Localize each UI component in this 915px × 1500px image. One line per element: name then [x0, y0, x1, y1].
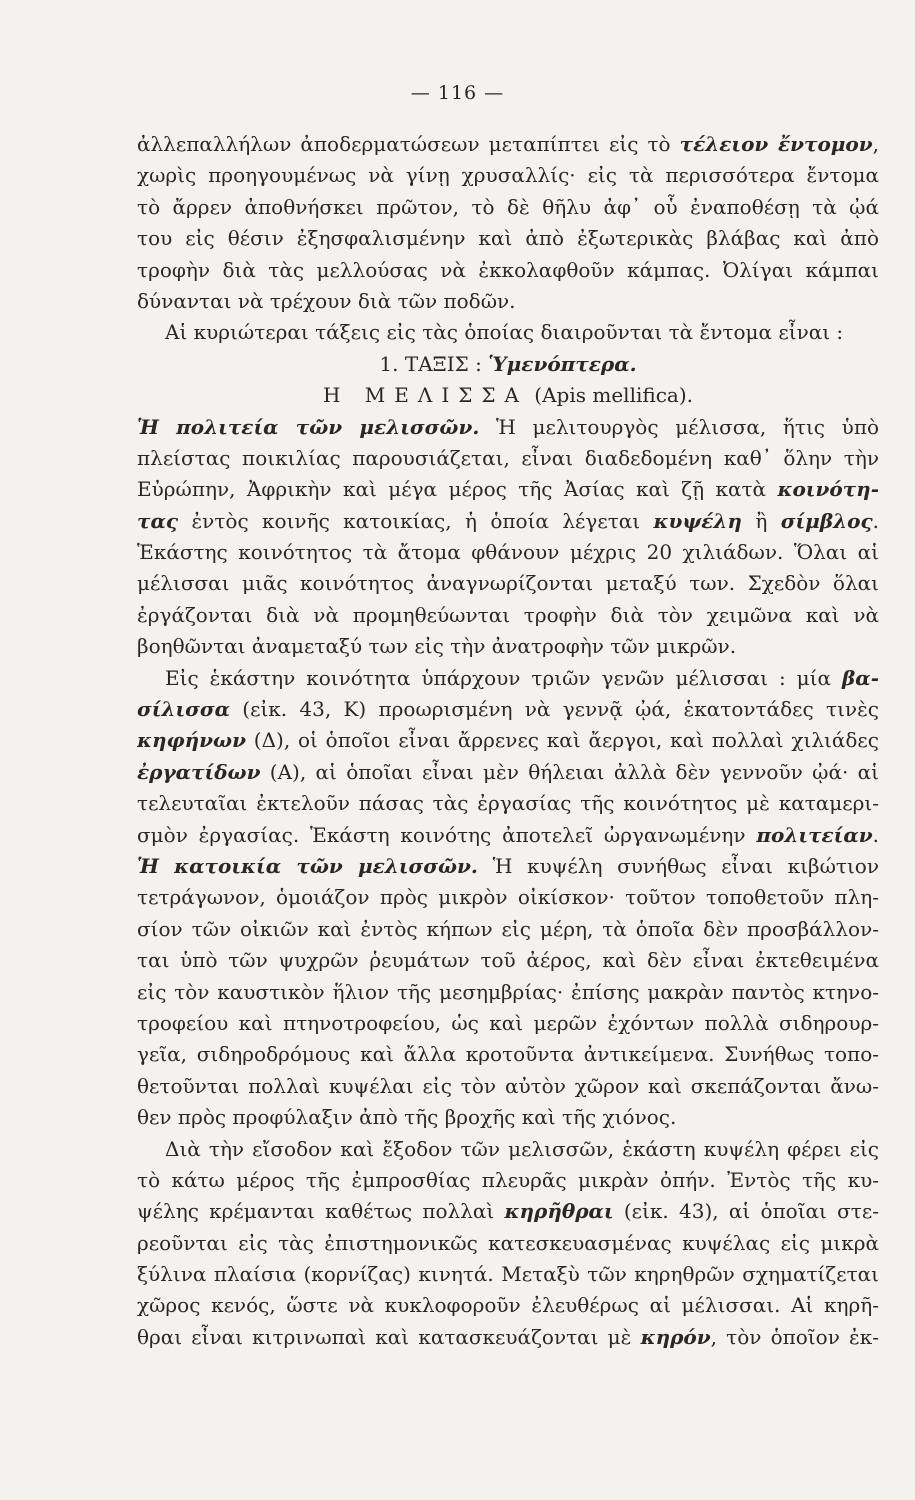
text-line: [137, 1165, 879, 1196]
text-run: ται ὑπὸ τῶν ψυχρῶν ῥευμάτων τοῦ ἀέρος, καὶ δὲν εἶναι ἐκτεθειμένα: [137, 948, 879, 973]
text-run: ξύλινα πλαίσια (κορνίζας) κινητά. Μεταξὺ τῶν κηρηθρῶν σχηματίζεται: [137, 1262, 879, 1287]
emphasis-term: κοινότη-: [777, 477, 879, 502]
text-line: [137, 412, 879, 443]
text-line: [137, 568, 879, 599]
text-line: [137, 631, 879, 662]
text-line: [137, 380, 879, 411]
emphasis-term: ἐργατίδων: [137, 759, 261, 784]
text-line: [137, 223, 879, 254]
text-line: [137, 820, 879, 851]
text-run: τετράγωνον, ὁμοιάζον πρὸς μικρὸν οἰκίσκον· τοῦτον τοποθετοῦν πλη-: [137, 885, 879, 910]
emphasis-term: κηφήνων: [137, 728, 246, 753]
text-line: [137, 1259, 879, 1290]
text-line: [137, 1322, 879, 1353]
text-run: ἐντὸς κοινῆς κατοικίας, ἡ ὁποία λέγεται: [178, 508, 654, 533]
text-run: Ἡ μελιτουργὸς μέλισσα, ἥτις ὑπὸ: [479, 414, 879, 439]
text-run: εἰς τὸν καυστικὸν ἥλιον τῆς μεσημβρίας· ἐπίσης μακρὰν παντὸς κτηνο-: [137, 979, 879, 1004]
text-run: δύνανται νὰ τρέχουν διὰ τῶν ποδῶν.: [137, 288, 516, 313]
text-line: [137, 1196, 879, 1227]
text-run: τροφὴν διὰ τὰς μελλούσας νὰ ἐκκολαφθοῦν κάμπας. Ὀλίγαι κάμπαι: [137, 257, 879, 282]
text-run: .: [872, 822, 879, 847]
text-run: Ἑκάστης κοινότητος τὰ ἄτομα φθάνουν μέχρις 20 χιλιάδων. Ὅλαι αἱ: [137, 540, 879, 565]
text-run: θετοῦνται πολλαὶ κυψέλαι εἰς τὸν αὐτὸν χῶρον καὶ σκεπάζονται ἄνω-: [137, 1073, 879, 1098]
text-line: [137, 129, 879, 160]
text-run: Αἱ κυριώτεραι τάξεις εἰς τὰς ὁποίας διαιροῦνται τὰ ἔντομα εἶναι :: [165, 320, 844, 345]
text-run: τὸ ἄρρεν ἀποθνήσκει πρῶτον, τὸ δὲ θῆλυ ἀφ᾿ οὗ ἐναποθέσῃ τὰ ᾠά: [137, 194, 879, 219]
text-line: [137, 945, 879, 976]
text-run: Η ΜΕΛΙΣΣΑ: [323, 383, 528, 408]
text-line: [137, 474, 879, 505]
text-run: ,: [872, 132, 879, 156]
emphasis-term: τέλειον ἔντομον: [679, 132, 873, 156]
text-line: [137, 1228, 879, 1259]
text-run: χῶρος κενός, ὥστε νὰ κυκλοφοροῦν ἐλευθέρως αἱ μέλισσαι. Αἱ κηρῆ-: [137, 1293, 879, 1318]
emphasis-term: κυψέλη: [653, 508, 742, 533]
text-line: [137, 537, 879, 568]
text-run: (εἰκ. 43, Κ) προωρισμένη νὰ γεννᾷ ᾠά, ἑκατοντάδες τινὲς: [230, 697, 879, 722]
text-line: [137, 882, 879, 913]
text-run: .: [872, 508, 879, 533]
text-line: [137, 1071, 879, 1102]
text-run: ἀλλεπαλλήλων ἀποδερματώσεων μεταπίπτει εἰς τὸ: [137, 132, 680, 156]
text-run: (Apis mellifica).: [527, 383, 693, 408]
emphasis-term: κηρόν: [640, 1324, 711, 1349]
text-run: ψέλης κρέμανται καθέτως πολλαὶ: [137, 1199, 505, 1224]
text-run: θραι εἶναι κιτρινωπαὶ καὶ κατασκευάζονται μὲ: [137, 1324, 641, 1349]
text-run: Ἡ κυψέλη συνήθως εἶναι κιβώτιον: [477, 853, 879, 878]
text-line: [137, 286, 879, 317]
text-run: τροφείου καὶ πτηνοτροφείου, ὡς καὶ μερῶν ἐχόντων πολλὰ σιδηρουρ-: [137, 1010, 879, 1035]
text-line: [137, 192, 879, 223]
text-line: [137, 443, 879, 474]
emphasis-term: πολιτείαν: [756, 822, 873, 847]
emphasis-term: σίλισσα: [137, 697, 231, 722]
text-line: [137, 349, 879, 380]
text-line: [137, 1008, 879, 1039]
text-line: [137, 317, 879, 348]
text-line: [137, 914, 879, 945]
text-line: [137, 600, 879, 631]
text-line: [137, 506, 879, 537]
text-run: τελευταῖαι ἐκτελοῦν πάσας τὰς ἐργασίας τῆς κοινότητος μὲ καταμερι-: [137, 791, 879, 816]
text-run: του εἰς θέσιν ἐξησφαλισμένην καὶ ἀπὸ ἐξωτερικὰς βλάβας καὶ ἀπὸ: [137, 226, 879, 251]
emphasis-term: Ὑμενόπτερα.: [488, 351, 637, 376]
page-number: — 116 —: [410, 82, 505, 104]
text-line: [137, 725, 879, 756]
text-run: , τὸν ὁποῖον ἐκ-: [710, 1324, 879, 1349]
text-run: ρεοῦνται εἰς τὰς ἐπιστημονικῶς κατεσκευασμένας κυψέλας εἰς μικρὰ: [137, 1230, 879, 1255]
text-run: θεν πρὸς προφύλαξιν ἀπὸ τῆς βροχῆς καὶ τῆς χιόνος.: [137, 1105, 677, 1130]
text-run: 1. ΤΑΞΙΣ :: [379, 351, 489, 376]
text-line: [137, 851, 879, 882]
text-line: [137, 255, 879, 286]
emphasis-term: τας: [137, 508, 179, 533]
body-text: [137, 129, 879, 1353]
emphasis-term: κηρῆθραι: [504, 1199, 614, 1224]
text-line: [137, 1102, 879, 1133]
emphasis-term: σίμβλος: [780, 508, 873, 533]
text-run: μέλισσαι μιᾶς κοινότητος ἀναγνωρίζονται μεταξύ των. Σχεδὸν ὅλαι: [137, 571, 879, 596]
text-run: πλείστας ποικιλίας παρουσιάζεται, εἶναι διαδεδομένη καθ᾿ ὅλην τὴν: [137, 445, 879, 470]
text-run: (Δ), οἱ ὁποῖοι εἶναι ἄρρενες καὶ ἄεργοι, καὶ πολλαὶ χιλιάδες: [245, 728, 879, 753]
text-run: Εὐρώπην, Ἀφρικὴν καὶ μέγα μέρος τῆς Ἀσίας καὶ ζῇ κατὰ: [137, 477, 778, 502]
text-line: [137, 757, 879, 788]
text-run: τὸ κάτω μέρος τῆς ἐμπροσθίας πλευρᾶς μικρὰν ὀπήν. Ἐντὸς τῆς κυ-: [137, 1167, 879, 1192]
emphasis-term: Ἡ πολιτεία τῶν μελισσῶν.: [137, 414, 480, 439]
text-line: [137, 1039, 879, 1070]
text-run: ἢ: [741, 508, 781, 533]
text-run: σίον τῶν οἰκιῶν καὶ ἐντὸς κήπων εἰς μέρη, τὰ ὁποῖα δὲν προσβάλλον-: [137, 916, 879, 941]
text-run: ἐργάζονται διὰ νὰ προμηθεύωνται τροφὴν διὰ τὸν χειμῶνα καὶ νὰ: [137, 602, 879, 627]
text-run: (Α), αἱ ὁποῖαι εἶναι μὲν θήλειαι ἀλλὰ δὲν γεννοῦν ᾠά· αἱ: [260, 759, 879, 784]
text-run: Εἰς ἑκάστην κοινότητα ὑπάρχουν τριῶν γενῶν μέλισσαι : μία: [165, 665, 843, 690]
text-line: [137, 1290, 879, 1321]
text-run: σμὸν ἐργασίας. Ἑκάστη κοινότης ἀποτελεῖ ὠργανωμένην: [137, 822, 757, 847]
text-line: [137, 1134, 879, 1165]
emphasis-term: βα-: [842, 665, 879, 690]
text-line: [137, 663, 879, 694]
text-run: χωρὶς προηγουμένως νὰ γίνῃ χρυσαλλίς· εἰς τὰ περισσότερα ἔντομα: [137, 163, 879, 188]
text-line: [137, 788, 879, 819]
text-run: βοηθῶνται ἀναμεταξύ των εἰς τὴν ἀνατροφὴν τῶν μικρῶν.: [137, 634, 737, 659]
text-line: [137, 977, 879, 1008]
text-line: [137, 694, 879, 725]
text-run: Διὰ τὴν εἴσοδον καὶ ἔξοδον τῶν μελισσῶν, ἑκάστη κυψέλη φέρει εἰς: [165, 1136, 879, 1161]
emphasis-term: Ἡ κατοικία τῶν μελισσῶν.: [137, 853, 478, 878]
text-run: γεῖα, σιδηροδρόμους καὶ ἄλλα κροτοῦντα ἀντικείμενα. Συνήθως τοπο-: [137, 1042, 879, 1067]
text-line: [137, 160, 879, 191]
text-run: (εἰκ. 43), αἱ ὁποῖαι στε-: [613, 1199, 879, 1224]
